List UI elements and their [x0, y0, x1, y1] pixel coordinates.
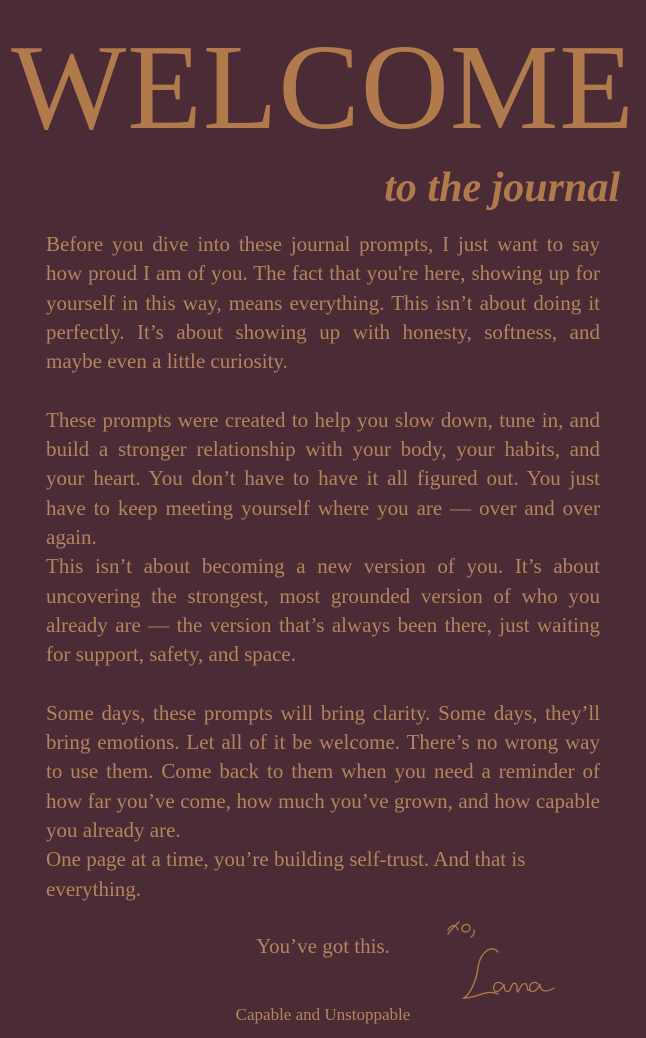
welcome-letter	[46, 230, 600, 904]
closing-line: You’ve got this.	[256, 934, 390, 958]
page-subtitle: to the journal	[384, 165, 620, 211]
page-title: WELCOME	[11, 20, 635, 155]
letter-paragraph-4: Some days, these prompts will bring clarity. Some days, they’ll bring emotions. Let all of it be welcome. There’s no wrong way to use them. Come back to them when you need a reminder of how far you’ve come, how much you’ve grown, and how capable you already are.	[46, 700, 600, 842]
letter-paragraph-5: One page at a time, you’re building self-trust. And that is everything.	[46, 847, 526, 901]
letter-paragraph-3: This isn’t about becoming a new version of you. It’s about uncovering the strongest, most grounded version of who you already are — the version that’s always been there, just waiting for support, safety, and space.	[46, 554, 600, 667]
letter-paragraph-2: These prompts were created to help you slow down, tune in, and build a stronger relationship with your body, your habits, and your heart. You don’t have to have it all figured out. You just have to keep meeting yourself where you are — over and over again.	[46, 407, 600, 549]
footer-tagline: Capable and Unstoppable	[235, 1005, 411, 1024]
signature-handwritten	[440, 912, 570, 1008]
letter-paragraph-1: Before you dive into these journal prompts, I just want to say how proud I am of you. The fact that you're here, showing up for yourself in this way, means everything. This isn’t about doing it perfectly. It’s about showing up with honesty, softness, and maybe even a little curiosity.	[46, 232, 600, 374]
